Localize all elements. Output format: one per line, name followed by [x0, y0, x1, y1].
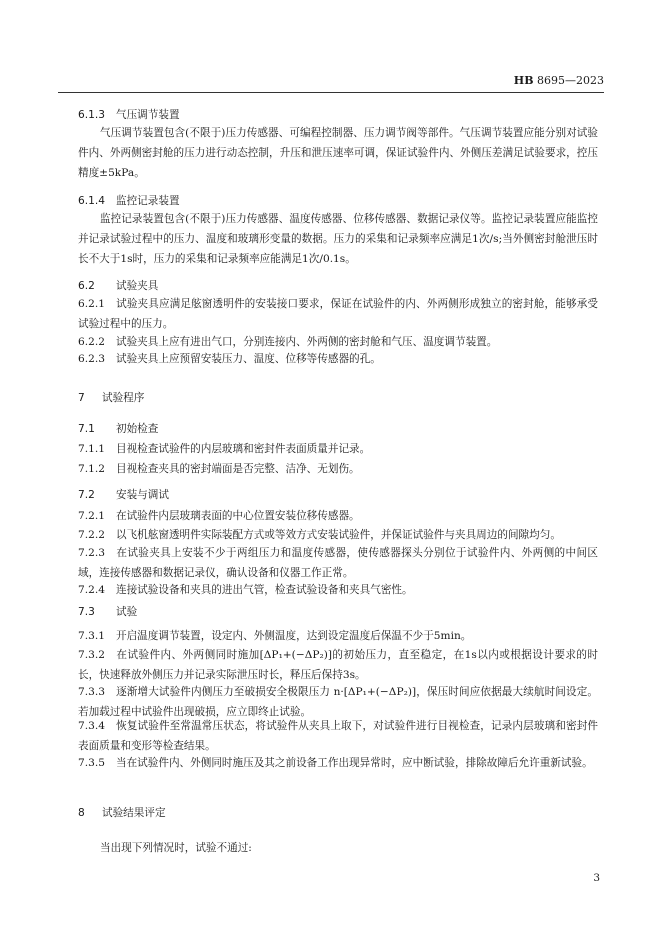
clause-7-2-1 — [78, 506, 598, 526]
clause-title: 试验夹具 — [116, 280, 159, 292]
clause-7-3-2 — [78, 645, 598, 685]
clause-body-6-1-4 — [78, 209, 598, 269]
clause-7-2-3 — [78, 543, 598, 583]
clause-7-2-2 — [78, 525, 598, 545]
clause-number: 6.1.3 — [78, 109, 105, 121]
clause-text: 试验夹具应满足舷窗透明件的安装接口要求，保证在试验件的内、外两侧形成独立的密封舱，能够承受试验过程中的压力。 — [78, 298, 598, 330]
clause-7-1-2 — [78, 459, 598, 479]
clause-heading-6-1-3 — [78, 108, 592, 122]
clause-text: 逐渐增大试验件内侧压力至破损安全极限压力 n·[ΔP₁+(−ΔP₂)]，保压时间应依据最大续航时间设定。若加载过程中试验件出现破损，应立即终止试验。 — [78, 686, 598, 718]
clause-6-2-3 — [78, 349, 598, 369]
clause-number: 6.1.4 — [78, 195, 105, 207]
clause-text: 在试验件内、外两侧同时施加[ΔP₁+(−ΔP₂)]的初始压力，直至稳定，在1s以内或根据设计要求的时长，快速释放外侧压力并记录实际泄压时长，释压后保持3s。 — [78, 649, 598, 681]
clause-text: 目视检查试验件的内层玻璃和密封件表面质量并记录。 — [116, 443, 371, 455]
chapter-heading-8 — [78, 806, 592, 820]
clause-title: 监控记录装置 — [116, 195, 180, 207]
clause-7-2-4 — [78, 580, 598, 600]
clause-title: 试验 — [116, 606, 138, 618]
clause-text: 试验夹具上应有进出气口，分别连接内、外两侧的密封舱和气压、温度调节装置。 — [116, 336, 498, 348]
clause-text: 连接试验设备和夹具的进出气管，检查试验设备和夹具气密性。 — [116, 584, 413, 596]
clause-heading-7-2 — [78, 488, 592, 502]
clause-number: 7.2.1 — [78, 510, 105, 522]
chapter-title: 试验结果评定 — [102, 807, 166, 819]
standard-code-header — [514, 74, 604, 87]
standard-code: HB — [513, 74, 534, 87]
clause-text: 在试验夹具上安装不少于两组压力和温度传感器，使传感器探头分别位于试验件内、外两侧的中间区域，连接传感器和数据记录仪，确认设备和仪器工作正常。 — [78, 547, 598, 579]
clause-number: 6.2 — [78, 280, 95, 292]
clause-number: 7.3.3 — [78, 686, 105, 698]
clause-number: 7.3.1 — [78, 630, 105, 642]
clause-number: 6.2.2 — [78, 336, 105, 348]
clause-number: 6.2.3 — [78, 353, 105, 365]
chapter-title: 试验程序 — [102, 392, 145, 404]
clause-number: 7.3 — [78, 606, 95, 618]
clause-heading-7-3 — [78, 605, 592, 619]
clause-text: 试验夹具上应预留安装压力、温度、位移等传感器的孔。 — [116, 353, 381, 365]
clause-number: 6.2.1 — [78, 298, 105, 310]
clause-text: 恢复试验件至常温常压状态，将试验件从夹具上取下，对试验件进行目视检查，记录内层玻璃和密封件表面质量和变形等检查结果。 — [78, 720, 598, 752]
clause-number: 7.2.3 — [78, 547, 105, 559]
clause-title: 安装与调试 — [116, 489, 169, 501]
clause-text: 开启温度调节装置，设定内、外侧温度，达到设定温度后保温不少于5min。 — [116, 630, 472, 642]
clause-7-3-1 — [78, 626, 598, 646]
clause-number: 7.2.4 — [78, 584, 105, 596]
clause-7-1-1 — [78, 439, 598, 459]
clause-body-8 — [78, 838, 598, 858]
paragraph-text: 气压调节装置包含(不限于)压力传感器、可编程控制器、压力调节阀等部件。气压调节装置应能分别对试验件内、外两侧密封舱的压力进行动态控制，升压和泄压速率可调，保证试验件内、外侧压差满足试验要求，控压精度±5kPa。 — [78, 127, 598, 179]
chapter-number: 7 — [78, 392, 85, 404]
clause-number: 7.3.2 — [78, 649, 105, 661]
clause-6-2-1 — [78, 294, 598, 334]
chapter-number: 8 — [78, 807, 85, 819]
header-rule — [58, 92, 604, 93]
clause-number: 7.3.5 — [78, 757, 105, 769]
clause-heading-6-2 — [78, 279, 592, 293]
clause-body-6-1-3 — [78, 123, 598, 183]
clause-number: 7.3.4 — [78, 720, 105, 732]
clause-number: 7.1.2 — [78, 463, 105, 475]
clause-number: 7.2.2 — [78, 529, 105, 541]
clause-number: 7.1 — [78, 423, 95, 435]
clause-text: 目视检查夹具的密封端面是否完整、洁净、无划伤。 — [116, 463, 360, 475]
clause-title: 初始检查 — [116, 423, 159, 435]
clause-7-3-5 — [78, 753, 598, 773]
clause-text: 以飞机舷窗透明件实际装配方式或等效方式安装试验件，并保证试验件与夹具周边的间隙均匀。 — [116, 529, 561, 541]
clause-7-3-4 — [78, 716, 598, 756]
chapter-heading-7 — [78, 391, 592, 405]
clause-number: 7.1.1 — [78, 443, 105, 455]
paragraph-text: 当出现下列情况时，试验不通过: — [100, 842, 252, 854]
paragraph-text: 监控记录装置包含(不限于)压力传感器、温度传感器、位移传感器、数据记录仪等。监控记录装置应能监控并记录试验过程中的压力、温度和玻璃形变量的数据。压力的采集和记录频率应满足1次/s;当外侧密封舱泄压时长不大于1s时，压力的采集和记录频率应能满足1次/0.1s。 — [78, 213, 598, 265]
standard-number: 8695—2023 — [537, 74, 604, 87]
clause-text: 当在试验件内、外侧同时施压及其之前设备工作出现异常时，应中断试验，排除故障后允许重新试验。 — [116, 757, 593, 769]
clause-heading-7-1 — [78, 422, 592, 436]
page-number: 3 — [593, 872, 600, 884]
clause-text: 在试验件内层玻璃表面的中心位置安装位移传感器。 — [116, 510, 360, 522]
clause-title: 气压调节装置 — [116, 109, 180, 121]
clause-number: 7.2 — [78, 489, 95, 501]
clause-heading-6-1-4 — [78, 194, 592, 208]
